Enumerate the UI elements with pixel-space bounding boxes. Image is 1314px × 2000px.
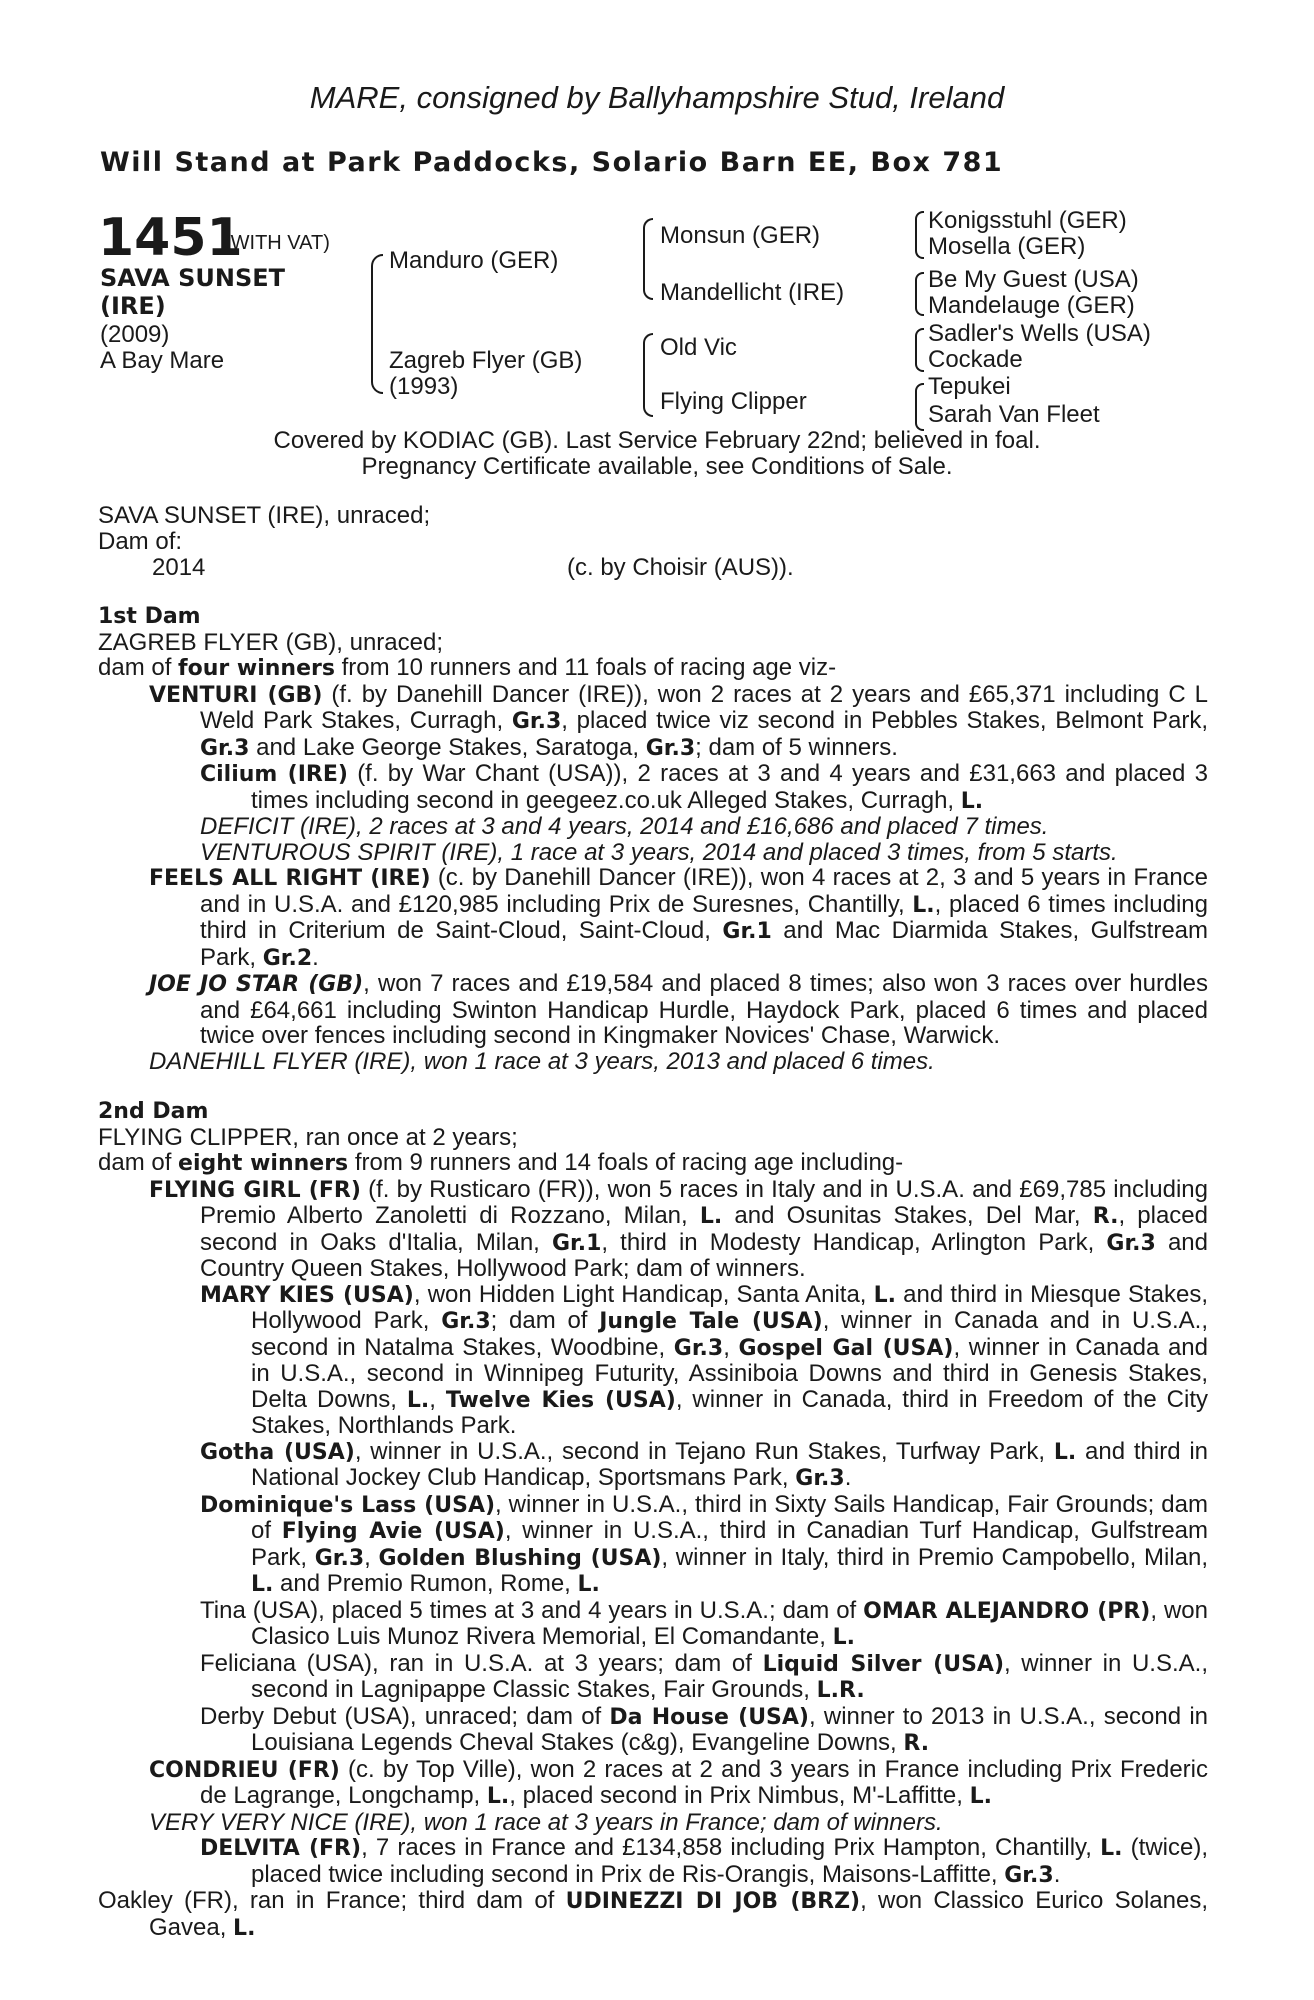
- entry-cilium: Cilium (IRE) (f. by War Chant (USA)), 2 races at 3 and 4 years and £31,663 and placed 3 times including second in geegeez.co.uk Alleged Stakes, Curragh, L.: [200, 760, 1208, 814]
- pedigree-brace-sire: [643, 218, 653, 300]
- first-dam-heading: 1st Dam: [98, 604, 201, 629]
- pedigree-brace-g1: [915, 211, 924, 259]
- second-dam-summary: dam of eight winners from 9 runners and 14 foals of racing age including-: [98, 1149, 904, 1176]
- entry-flying-girl: FLYING GIRL (FR) (f. by Rusticaro (FR)), won 5 races in Italy and in U.S.A. and £69,785 including Premio Alberto Zanoletti di Rozzano, Milan, L. and Osunitas Stakes, Del Mar, R., placed second in Oaks d'Italia, Milan, Gr.1, third in Modesty Handicap, Arlington Park, Gr.3 and Country Queen Stakes, Hollywood Park; dam of winners.: [149, 1175, 1209, 1282]
- lot-number: 1451: [98, 208, 243, 268]
- entry-dominiques-lass: Dominique's Lass (USA), winner in U.S.A., third in Sixty Sails Handicap, Fair Grounds; dam of Flying Avie (USA), winner in U.S.A., third in Canadian Turf Handicap, Gulfstream Park, Gr.3, Golden Blushing (USA), winner in Italy, third in Premio Campobello, Milan, L. and Premio Rumon, Rome, L.: [200, 1490, 1209, 1597]
- first-dam-summary: dam of four winners from 10 runners and 11 foals of racing age viz-: [98, 654, 837, 681]
- pedigree-brace-g7: [915, 383, 924, 431]
- pedigree-g4: Mandelauge (GER): [928, 292, 1135, 319]
- pregnancy-line: Pregnancy Certificate available, see Conditions of Sale.: [361, 453, 953, 480]
- pedigree-sire: Manduro (GER): [389, 247, 559, 274]
- produce-intro: SAVA SUNSET (IRE), unraced;: [98, 502, 431, 529]
- pedigree-brace-g5: [915, 328, 924, 372]
- foaling-year: (2009): [100, 321, 170, 348]
- pedigree-g2: Mosella (GER): [928, 233, 1086, 260]
- entry-feels-all-right: FEELS ALL RIGHT (IRE) (c. by Danehill Dancer (IRE)), won 4 races at 2, 3 and 5 years in France and in U.S.A. and £120,985 including Prix de Suresnes, Chantilly, L., placed 6 times including third in Criterium de Saint-Cloud, Saint-Cloud, Gr.1 and Mac Diarmida Stakes, Gulfstream Park, Gr.2.: [149, 864, 1209, 971]
- entry-deficit: DEFICIT (IRE), 2 races at 3 and 4 years, 2014 and £16,686 and placed 7 times.: [200, 813, 1049, 840]
- covered-line: Covered by KODIAC (GB). Last Service February 22nd; believed in foal.: [273, 427, 1041, 454]
- entry-delvita: DELVITA (FR), 7 races in France and £134,858 including Prix Hampton, Chantilly, L. (twice), placed twice including second in Prix de Ris-Orangis, Maisons-Laffitte, Gr.3.: [200, 1834, 1209, 1888]
- pedigree-g7: Tepukei: [928, 373, 1011, 400]
- second-dam-line: FLYING CLIPPER, ran once at 2 years;: [98, 1123, 518, 1151]
- pedigree-brace-main: [371, 254, 383, 394]
- entry-condrieu: CONDRIEU (FR) (c. by Top Ville), won 2 races at 2 and 3 years in France including Prix Frederic de Lagrange, Longchamp, L., placed second in Prix Nimbus, M'-Laffitte, L.: [149, 1755, 1208, 1809]
- produce-detail: (c. by Choisir (AUS)).: [567, 554, 794, 581]
- pedigree-brace-dam: [643, 333, 653, 417]
- spacer: [98, 1074, 1208, 1099]
- entry-joe-jo-star: JOE JO STAR (GB), won 7 races and £19,584 and placed 8 times; also won 3 races over hurdles and £64,661 including Swinton Handicap Hurdle, Haydock Park, placed 6 times and placed twice over fences including second in Kingmaker Novices' Chase, Warwick.: [149, 970, 1208, 1049]
- pedigree-g3: Be My Guest (USA): [928, 266, 1139, 293]
- entry-derby-debut: Derby Debut (USA), unraced; dam of Da House (USA), winner to 2013 in U.S.A., second in Louisiana Legends Cheval Stakes (c&g), Evangeline Downs, R.: [200, 1702, 1208, 1756]
- stand-location: Will Stand at Park Paddocks, Solario Barn EE, Box 781: [100, 147, 1004, 178]
- second-dam-heading: 2nd Dam: [98, 1099, 209, 1124]
- vat-note: (WITH VAT): [224, 232, 330, 254]
- entry-danehill-flyer: DANEHILL FLYER (IRE), won 1 race at 3 years, 2013 and placed 6 times.: [149, 1047, 935, 1075]
- entry-venturi: VENTURI (GB) (f. by Danehill Dancer (IRE)), won 2 races at 2 years and £65,371 including C L Weld Park Stakes, Curragh, Gr.3, placed twice viz second in Pebbles Stakes, Belmont Park, Gr.3 and Lake George Stakes, Saratoga, Gr.3; dam of 5 winners.: [149, 680, 1208, 761]
- entry-feliciana: Feliciana (USA), ran in U.S.A. at 3 years; dam of Liquid Silver (USA), winner in U.S.A., second in Lagnipappe Classic Stakes, Fair Grounds, L.R.: [200, 1649, 1208, 1703]
- pedigree-brace-g3: [915, 272, 924, 316]
- pedigree-g5: Sadler's Wells (USA): [928, 320, 1151, 347]
- catalogue-body: [98, 604, 1208, 1941]
- entry-gotha: Gotha (USA), winner in U.S.A., second in Tejano Run Stakes, Turfway Park, L. and third in National Jockey Club Handicap, Sportsmans Park, Gr.3.: [200, 1437, 1208, 1491]
- horse-description: A Bay Mare: [100, 347, 225, 374]
- produce-year: 2014: [152, 554, 206, 581]
- pedigree-sire-sire: Monsun (GER): [660, 222, 821, 249]
- produce-dam-of: Dam of:: [98, 528, 183, 555]
- horse-name-line1: SAVA SUNSET: [100, 264, 286, 292]
- entry-very-very-nice: VERY VERY NICE (IRE), won 1 race at 3 years in France; dam of winners.: [149, 1808, 943, 1836]
- consignor-line: MARE, consigned by Ballyhampshire Stud, Ireland: [309, 80, 1005, 115]
- pedigree-dam-dam: Flying Clipper: [660, 388, 807, 415]
- entry-venturous-spirit: VENTUROUS SPIRIT (IRE), 1 race at 3 years, 2014 and placed 3 times, from 5 starts.: [200, 838, 1118, 866]
- pedigree-g8: Sarah Van Fleet: [928, 401, 1100, 428]
- pedigree-dam-sire: Old Vic: [660, 334, 737, 361]
- entry-mary-kies: MARY KIES (USA), won Hidden Light Handicap, Santa Anita, L. and third in Miesque Stakes, Hollywood Park, Gr.3; dam of Jungle Tale (USA), winner in Canada and in U.S.A., second in Natalma Stakes, Woodbine, Gr.3, Gospel Gal (USA), winner in Canada and in U.S.A., second in Winnipeg Futurity, Assiniboia Downs and third in Genesis Stakes, Delta Downs, L., Twelve Kies (USA), winner in Canada, third in Freedom of the City Stakes, Northlands Park.: [200, 1280, 1209, 1439]
- entry-tina: Tina (USA), placed 5 times at 3 and 4 years in U.S.A.; dam of OMAR ALEJANDRO (PR), won Clasico Luis Munoz Rivera Memorial, El Comandante, L.: [200, 1596, 1209, 1650]
- horse-name: [100, 264, 285, 320]
- pedigree-sire-dam: Mandellicht (IRE): [660, 279, 845, 306]
- horse-name-line2: (IRE): [100, 292, 166, 320]
- pedigree-dam: Zagreb Flyer (GB): [389, 347, 583, 374]
- first-dam-line: ZAGREB FLYER (GB), unraced;: [98, 628, 443, 656]
- pedigree-g1: Konigsstuhl (GER): [928, 207, 1127, 234]
- pedigree-dam-year: (1993): [389, 373, 459, 400]
- entry-oakley: Oakley (FR), ran in France; third dam of UDINEZZI DI JOB (BRZ), won Classico Eurico Solanes, Gavea, L.: [98, 1887, 1208, 1941]
- pedigree-g6: Cockade: [928, 346, 1023, 373]
